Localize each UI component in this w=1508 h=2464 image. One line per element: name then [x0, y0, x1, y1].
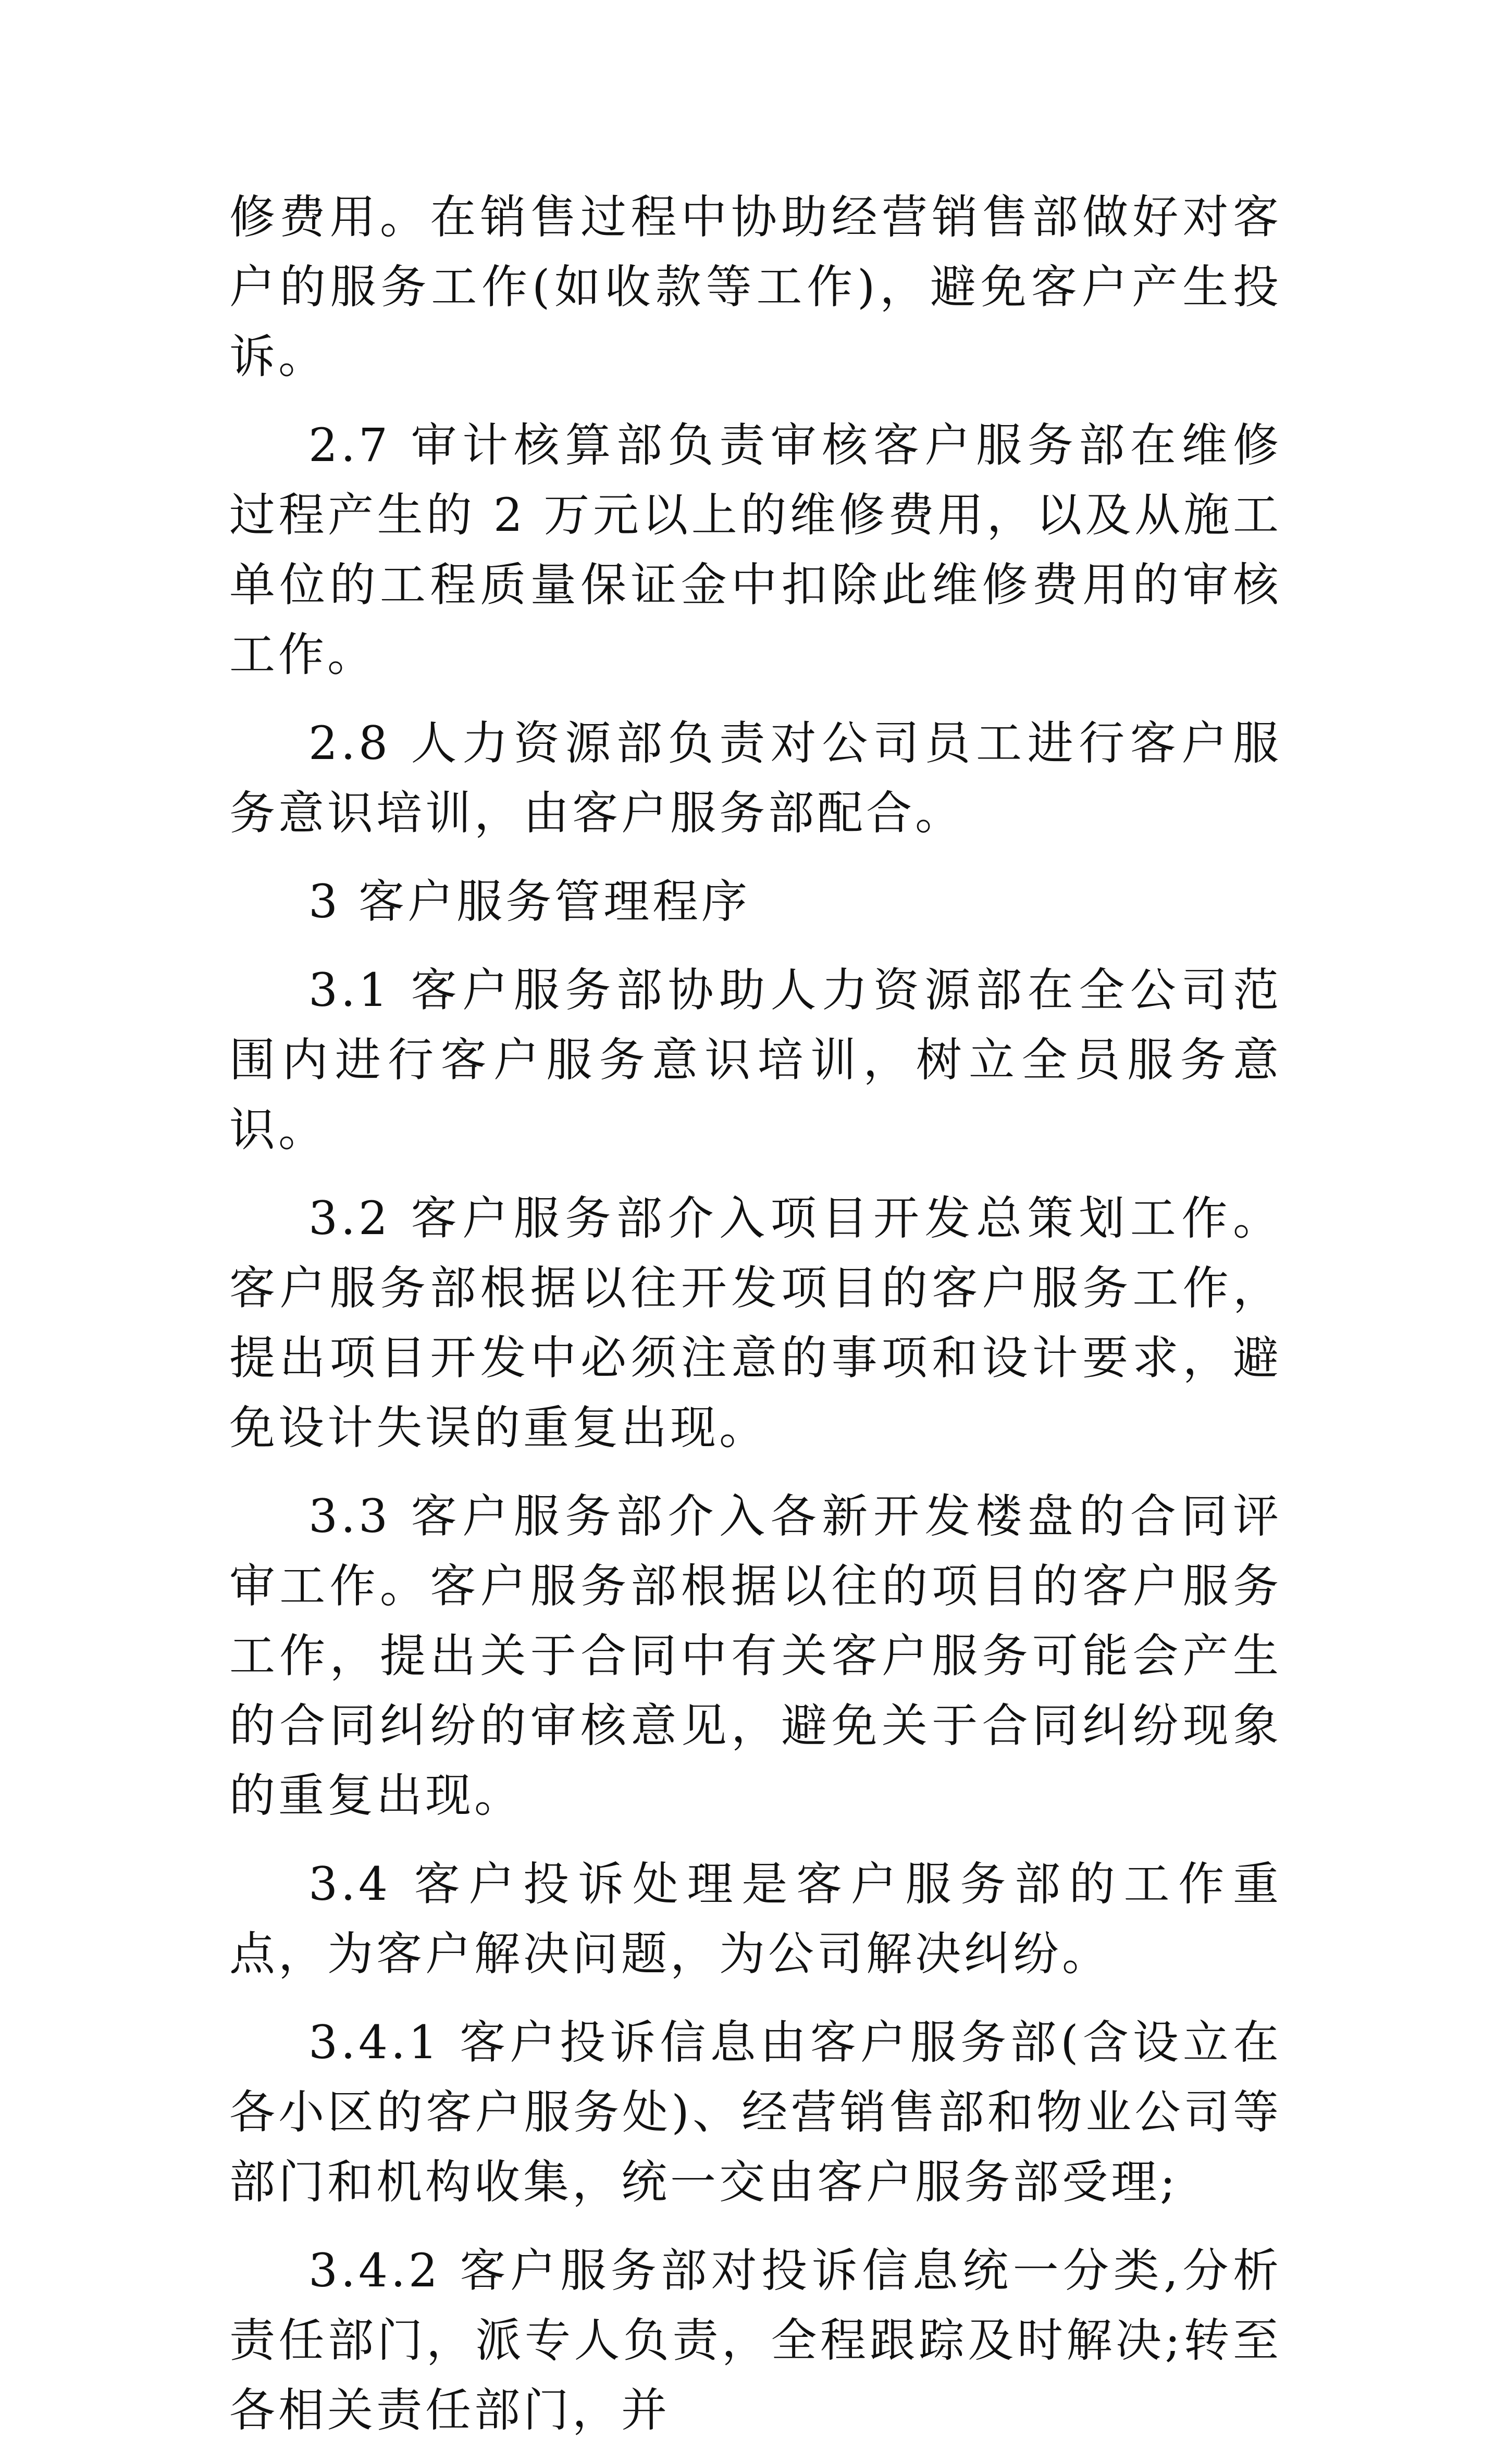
document-body	[229, 182, 1282, 2464]
section-heading-3: 3 客户服务管理程序	[308, 875, 750, 928]
paragraph-3-3: 3.3 客户服务部介入各新开发楼盘的合同评审工作。客户服务部根据以往的项目的客户服务工作，提出关于合同中有关客户服务可能会产生的合同纠纷的审核意见，避免关于合同纠纷现象的重复出现。	[229, 1489, 1282, 1822]
paragraph-continuation: 修费用。在销售过程中协助经营销售部做好对客户的服务工作(如收款等工作)，避免客户产生投诉。	[229, 190, 1282, 383]
paragraph-3-4-1: 3.4.1 客户投诉信息由客户服务部(含设立在各小区的客户服务处)、经营销售部和物业公司等部门和机构收集，统一交由客户服务部受理;	[229, 2015, 1282, 2209]
paragraph-3-4-2: 3.4.2 客户服务部对投诉信息统一分类,分析责任部门，派专人负责，全程跟踪及时解决;转至各相关责任部门，并	[229, 2244, 1282, 2437]
paragraph-3-2: 3.2 客户服务部介入项目开发总策划工作。客户服务部根据以往开发项目的客户服务工作，提出项目开发中必须注意的事项和设计要求，避免设计失误的重复出现。	[229, 1191, 1282, 1454]
paragraph-3-1: 3.1 客户服务部协助人力资源部在全公司范围内进行客户服务意识培训，树立全员服务意识。	[229, 963, 1282, 1156]
paragraph-2-8: 2.8 人力资源部负责对公司员工进行客户服务意识培训，由客户服务部配合。	[229, 716, 1282, 840]
paragraph-2-7: 2.7 审计核算部负责审核客户服务部在维修过程产生的 2 万元以上的维修费用，以及从施工单位的工程质量保证金中扣除此维修费用的审核工作。	[229, 418, 1282, 681]
paragraph-3-4: 3.4 客户投诉处理是客户服务部的工作重点，为客户解决问题，为公司解决纠纷。	[229, 1857, 1282, 1981]
